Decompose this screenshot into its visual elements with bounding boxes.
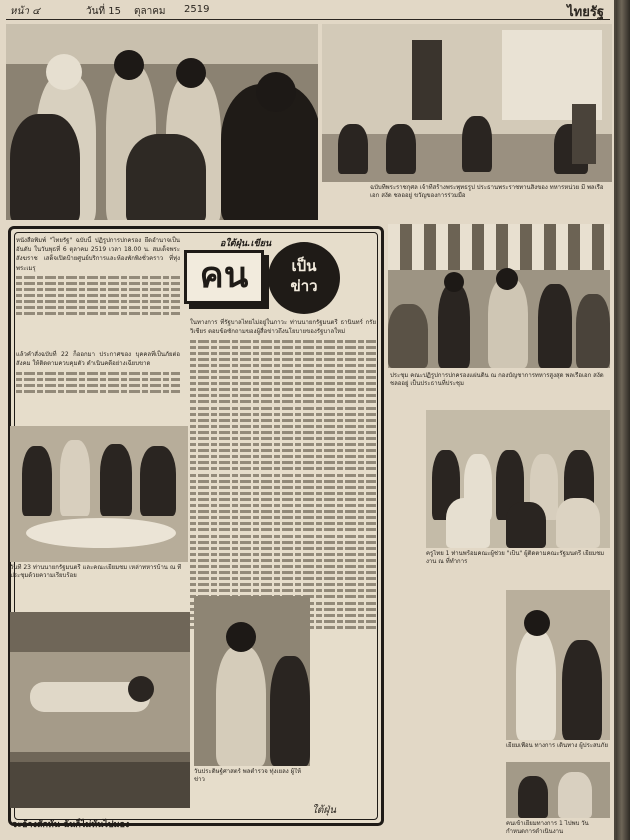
photo-meeting-room (322, 24, 612, 182)
photo-police-officer (194, 596, 310, 766)
masthead (6, 0, 610, 20)
column-paragraph-2 (16, 350, 180, 420)
newspaper-name: ไทยรัฐ (567, 5, 604, 20)
column-signature: ใต้ฝุ่น (312, 805, 337, 816)
column-logo-line1: เป็น (291, 257, 317, 275)
text-lines (16, 276, 180, 316)
caption-top-right: ฉบับที่พระราชกุศล เจ้าที่สร้างพระพุทธรูป ประธานพระราชทานสิ่งของ ทหารหน่วย มี พลเรือเอก สงัด ชลออยู่ ขวัญของการร่วมมือ (370, 184, 604, 199)
issue-month: ตุลาคม (134, 6, 166, 17)
column-p3-text: ในทางการ ที่รัฐบาลไทยไม่อยู่ในภาวะ ท่านนายกรัฐมนตรี ธานินทร์ กรัยวิเชียร ตอบข้อซักถามของผู้สื่อข่าวถึงนโยบายของรัฐบาลใหม่ (190, 319, 376, 336)
text-lines (16, 372, 180, 393)
bottom-left-headline: จะอ้างสักหัน ฉันก็ไม่หันไปมอง (12, 820, 130, 830)
issue-year: 2519 (184, 4, 210, 15)
book-binding (616, 0, 630, 840)
photo-lying-figure (10, 612, 190, 808)
column-byline: อใต้ฝุ่น.เขียน (220, 239, 272, 249)
text-lines (190, 340, 376, 629)
column-logo-circle (268, 242, 340, 314)
column-logo-line2: ข่าว (290, 277, 318, 295)
photo-seated-group (426, 410, 610, 548)
column-intro (16, 236, 180, 346)
caption-right-lower: ครูไทย 1 ท่านพร้อมคณะผู้ช่วย "เป็น" ผู้ติดตามคณะรัฐมนตรี เยี่ยมชมงาน ณ ที่ทำการ (426, 550, 605, 565)
photo-office-visit (506, 762, 610, 818)
column-logo-main: คน (184, 250, 264, 304)
caption-bottom-right: คนเข้าเยี่ยมทางการ 1 ไปพบ วันกำหนดการดำเนินงาน (506, 820, 589, 835)
caption-left-mid: วันที่ 23 ท่านนายกรัฐมนตรี และคณะเยี่ยมชม เหล่าทหารบ้าน ณ ที่ประชุมด้วยความเรียบร้อย (10, 564, 182, 579)
column-p2-text: แล้วคำสั่งฉบับที่ 22 ก็ออกมา ประกาศของ บุคคลที่เป็นภัยต่อสังคม ให้ติดตามควบคุมตัว ดำเนินคดีอย่างเฉียบขาด (16, 351, 180, 368)
photo-canopy-gathering (388, 224, 610, 368)
photo-visit (506, 590, 610, 740)
column-intro-text: หนังสือพิมพ์ "ไทยรัฐ" ฉบับนี้ ปฏิรูปการปกครอง ยึดอำนาจเป็นอันดับ ในวันพุธที่ 6 ตุลาคม 2519 เวลา 18.00 น. สมเด็จพระสังฆราช เสด็จเปิดป้ายศูนย์บริการและห้องพักพิงชั่วคราว ที่ทุ่งพระเมรุ (16, 237, 180, 272)
photo-table-gathering (10, 426, 188, 562)
caption-bottom-mid: วันประดิษฐ์ศาสตร์ พลตำรวจ ทุ่งเยลง ผู้ให้ข่าว (194, 768, 302, 783)
caption-mid-right: ประชุม คณะปฏิรูปการปกครองแผ่นดิน ณ กองบัญชาการทหารสูงสุด พลเรือเอก สงัด ชลออยู่ เป็นประธานที่ประชุม (390, 372, 604, 387)
page-number: หน้า ๔ (10, 6, 40, 17)
issue-date: วันที่ 15 (86, 6, 121, 17)
caption-right-bottom-top: เยี่ยมเพื่อน ทางการ เดินทาง ผู้ประสบภัย (506, 742, 608, 749)
photo-officers (6, 24, 318, 220)
